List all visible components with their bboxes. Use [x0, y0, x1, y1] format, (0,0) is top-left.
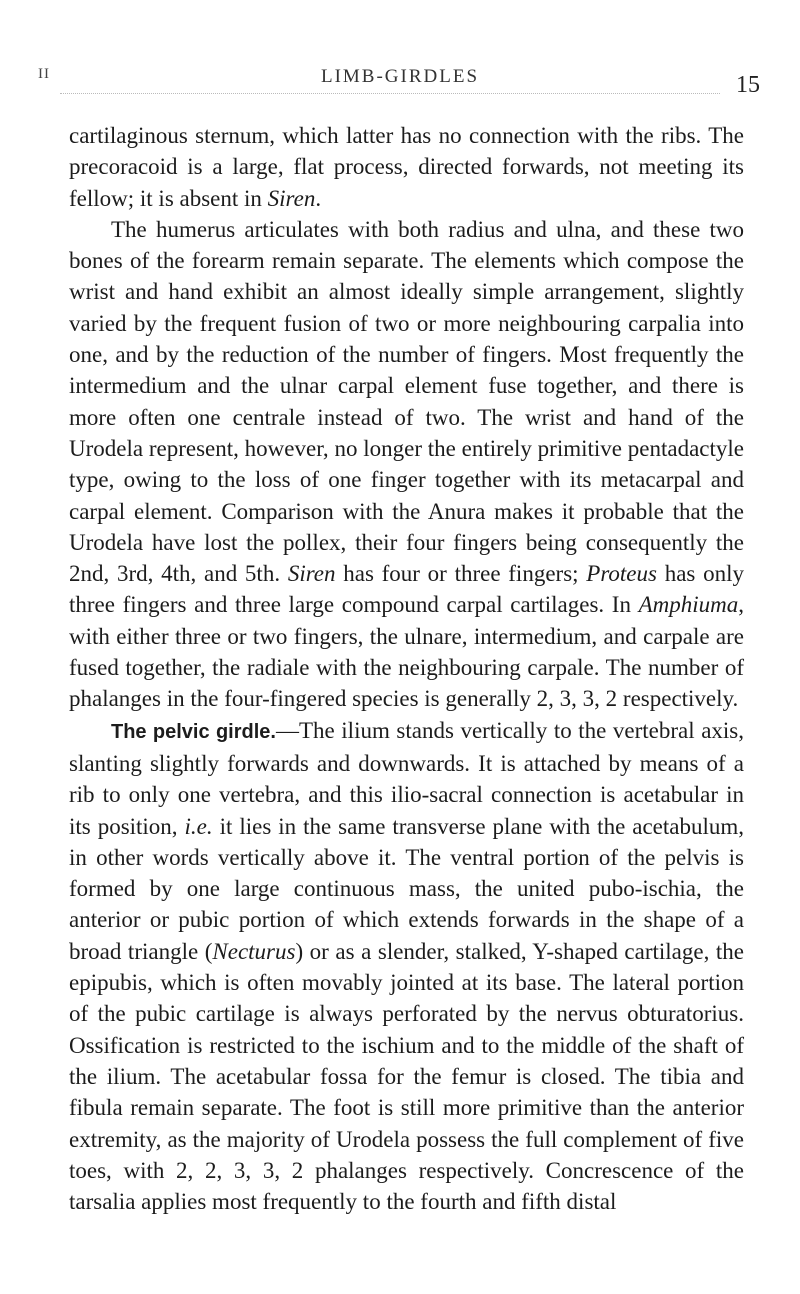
text-run: .: [315, 185, 322, 211]
header-rule: [60, 93, 720, 94]
paragraph-sternum: [69, 120, 744, 214]
text-run: has four or three fingers;: [335, 561, 587, 587]
italic-genus: Siren: [287, 561, 336, 587]
paragraph-pelvic-girdle: [69, 715, 744, 1218]
text-run: , with either three or two fingers, the ulnare, intermedium, and carpale are fused together, the radiale with the neighbouring carpale. The number of phalanges in the four-fingered species is generally 2, 3, 3, 2 respectively.: [69, 592, 744, 712]
paragraph-forelimb: [69, 214, 744, 715]
italic-genus: Necturus: [212, 938, 296, 964]
italic-genus: Siren: [267, 185, 316, 211]
page-number: 15: [736, 72, 760, 98]
page-header: [0, 52, 800, 98]
italic-abbrev: i.e.: [184, 813, 213, 839]
italic-genus: Proteus: [586, 561, 657, 587]
section-heading: The pelvic girdle.: [111, 720, 276, 743]
italic-genus: Amphiuma: [638, 592, 739, 618]
text-run: cartilaginous sternum, which latter has no connection with the ribs. The precoracoid is a large, flat process, directed forwards, not meeting its fellow; it is absent in: [69, 123, 744, 211]
text-run: it lies in the same transverse plane with the acetabulum, in other words vertically above it. The ventral portion of the pelvis is formed by one large continuous mass, the united pubo-ischia, the anterior or pubic portion of which extends forwards in the shape of a broad triangle (: [69, 813, 744, 964]
text-run: has only three fingers and three large compound carpal cartilages. In: [69, 561, 744, 618]
chapter-number: II: [38, 66, 50, 82]
text-run: The humerus articulates with both radius and ulna, and these two bones of the forearm remain separate. The elements which compose the wrist and hand exhibit an almost ideally simple arrangement, slightly varied by the frequent fusion of two or more neighbouring carpalia into one, and by the reduction of the number of fingers. Most frequently the intermedium and the ulnar carpal element fuse together, and there is more often one centrale instead of two. The wrist and hand of the Urodela represent, however, no longer the entirely primitive pentadactyle type, owing to the loss of one finger together with its metacarpal and carpal element. Comparison with the Anura makes it probable that the Urodela have lost the pollex, their four fingers being consequently the 2nd, 3rd, 4th, and 5th.: [69, 216, 744, 587]
text-run: ) or as a slender, stalked, Y-shaped cartilage, the epipubis, which is often movably jointed at its base. The lateral portion of the pubic cartilage is always perforated by the nervus obturatorius. Ossification is restricted to the ischium and to the middle of the shaft of the ilium. The acetabular fossa for the femur is closed. The tibia and fibula remain separate. The foot is still more primitive than the anterior extremity, as the majority of Urodela possess the full complement of five toes, with 2, 2, 3, 3, 2 phalanges respectively. Concrescence of the tarsalia applies most frequently to the fourth and fifth distal: [69, 938, 744, 1215]
body-text: [69, 120, 744, 1217]
running-title: LIMB-GIRDLES: [320, 66, 480, 87]
text-run: —The ilium stands vertically to the vertebral axis, slanting slightly forwards and downwards. It is attached by means of a rib to only one vertebra, and this ilio-sacral connection is acetabular in its position,: [69, 717, 744, 839]
